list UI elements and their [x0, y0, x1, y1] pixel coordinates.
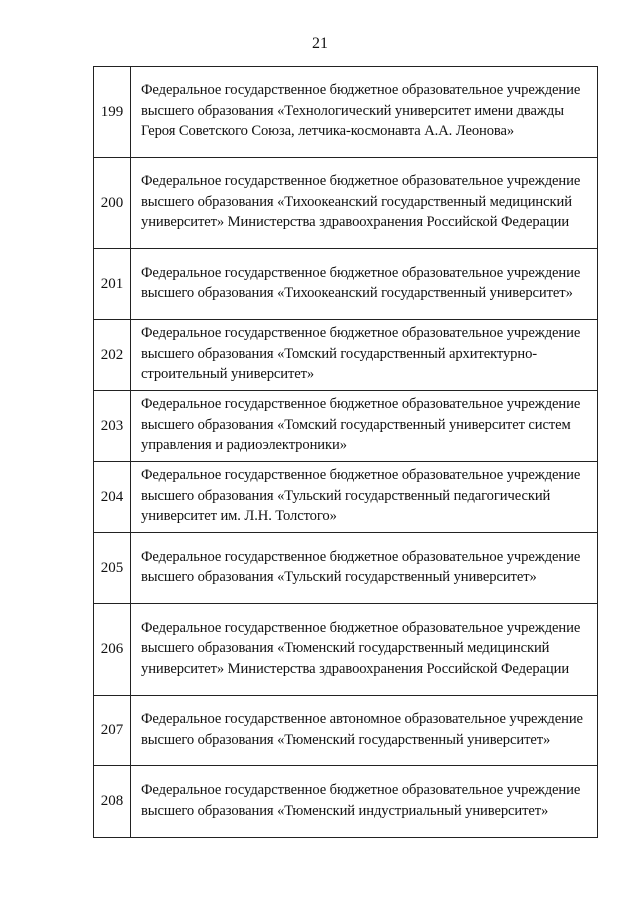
institution-name: Федеральное государственное бюджетное образовательное учреждение высшего образования «Тихоокеанский государственный университет»: [131, 249, 598, 320]
institutions-table: [93, 66, 598, 838]
row-number: 207: [94, 696, 131, 766]
institution-name: Федеральное государственное бюджетное образовательное учреждение высшего образования «Тульский государственный университет»: [131, 533, 598, 604]
page-number: 21: [312, 35, 328, 52]
row-number: 206: [94, 604, 131, 696]
institution-name: Федеральное государственное бюджетное образовательное учреждение высшего образования «Тихоокеанский государственный медицинский университет» Министерства здравоохранения Российской Федерации: [131, 158, 598, 249]
institution-name: Федеральное государственное бюджетное образовательное учреждение высшего образования «Томский государственный архитектурно-строительный университет»: [131, 320, 598, 391]
table-row: [94, 391, 598, 462]
institution-name: Федеральное государственное бюджетное образовательное учреждение высшего образования «Тюменский индустриальный университет»: [131, 766, 598, 838]
institution-name: Федеральное государственное автономное образовательное учреждение высшего образования «Тюменский государственный университет»: [131, 696, 598, 766]
table-row: [94, 67, 598, 158]
row-number: 199: [94, 67, 131, 158]
row-number: 202: [94, 320, 131, 391]
row-number: 204: [94, 462, 131, 533]
row-number: 205: [94, 533, 131, 604]
institution-name: Федеральное государственное бюджетное образовательное учреждение высшего образования «Тюменский государственный медицинский университет» Министерства здравоохранения Российской Федерации: [131, 604, 598, 696]
institution-name: Федеральное государственное бюджетное образовательное учреждение высшего образования «Тульский государственный педагогический университет им. Л.Н. Толстого»: [131, 462, 598, 533]
table-row: [94, 462, 598, 533]
row-number: 200: [94, 158, 131, 249]
table-row: [94, 320, 598, 391]
institution-name: Федеральное государственное бюджетное образовательное учреждение высшего образования «Томский государственный университет систем управления и радиоэлектроники»: [131, 391, 598, 462]
row-number: 208: [94, 766, 131, 838]
institution-name: Федеральное государственное бюджетное образовательное учреждение высшего образования «Технологический университет имени дважды Героя Советского Союза, летчика-космонавта А.А. Леонова»: [131, 67, 598, 158]
row-number: 201: [94, 249, 131, 320]
row-number: 203: [94, 391, 131, 462]
table-row: [94, 604, 598, 696]
table-row: [94, 249, 598, 320]
table-row: [94, 766, 598, 838]
table-row: [94, 533, 598, 604]
table-row: [94, 158, 598, 249]
table-row: [94, 696, 598, 766]
